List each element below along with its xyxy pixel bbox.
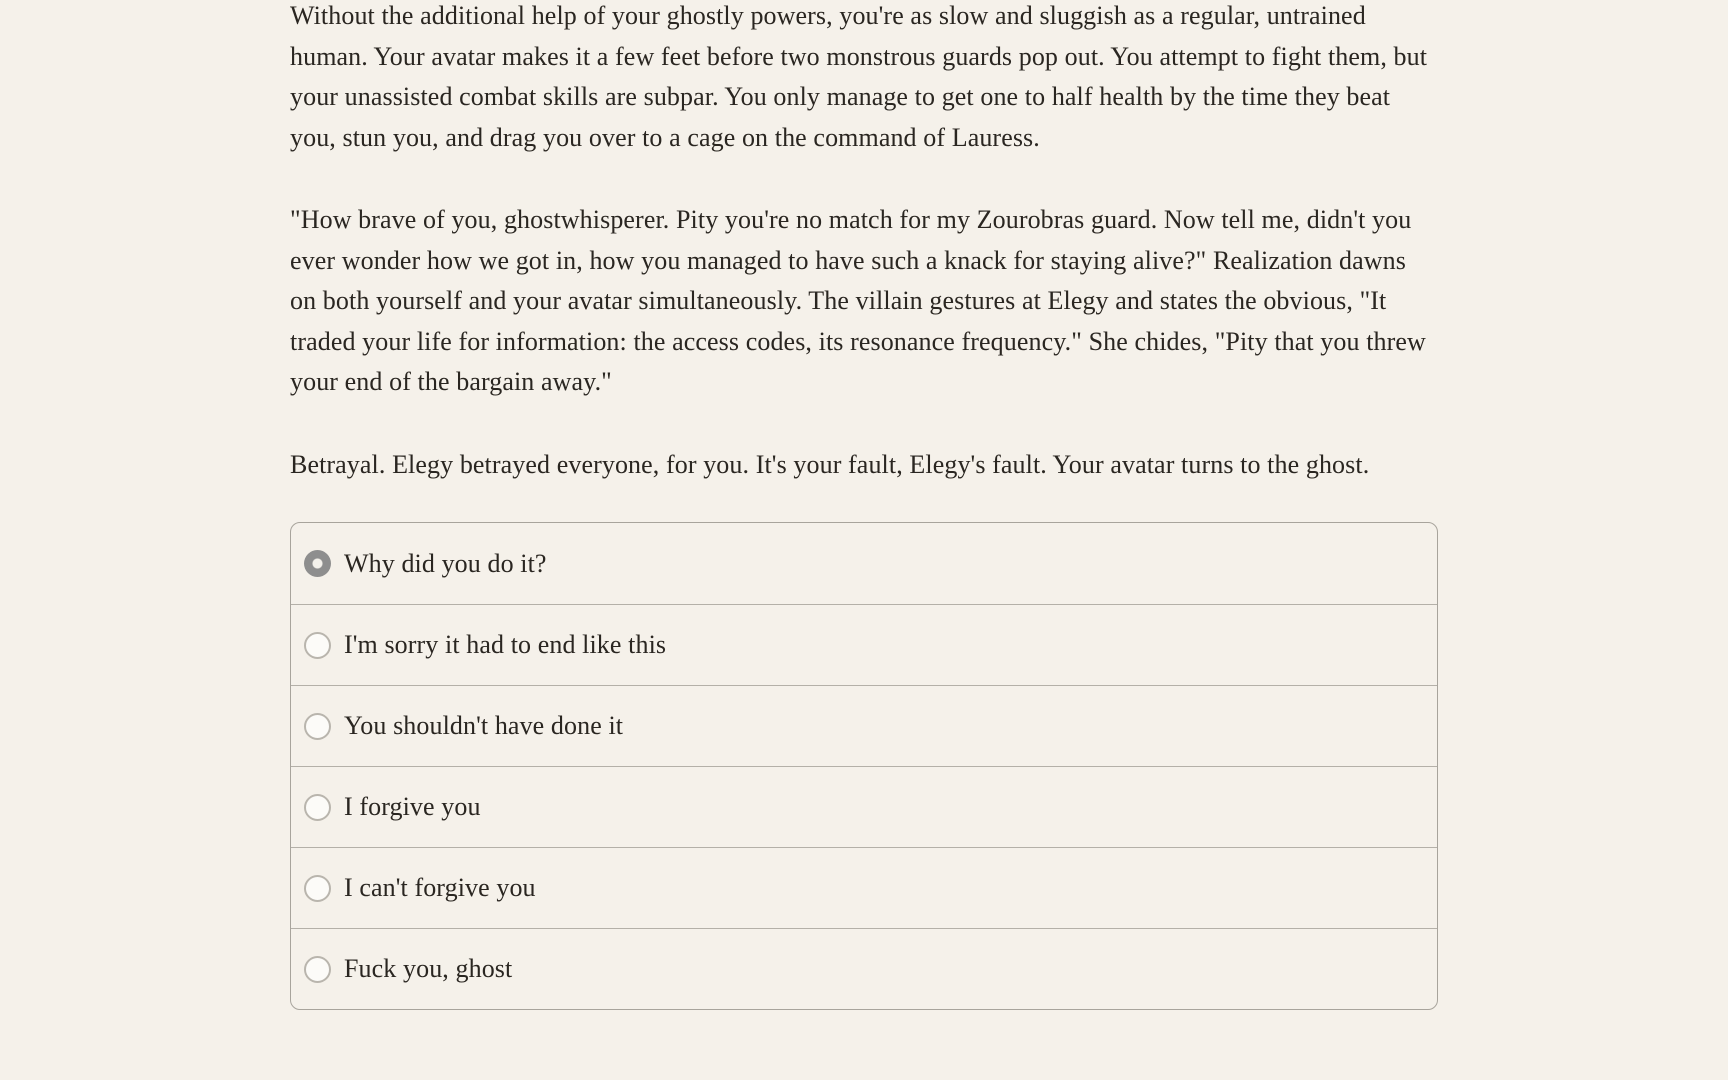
choice-option-i-forgive-you[interactable] [291,766,1437,847]
radio-button-icon[interactable] [304,875,331,902]
choice-label: Fuck you, ghost [344,954,513,983]
choice-option-i-cant-forgive-you[interactable] [291,847,1437,928]
choice-option-why-did-you-do-it[interactable] [291,523,1437,604]
radio-button-icon[interactable] [304,550,331,577]
choice-label: I forgive you [344,792,481,821]
choice-label: I can't forgive you [344,873,536,902]
radio-button-icon[interactable] [304,713,331,740]
choice-option-im-sorry[interactable] [291,604,1437,685]
story-paragraph: "How brave of you, ghostwhisperer. Pity you're no match for my Zourobras guard. Now tell me, didn't you ever wonder how we got in, how you managed to have such a knack for staying alive?" Realization dawns on both yourself and your avatar simultaneously. The villain gestures at Elegy and states the obvious, "It traded your life for information: the access codes, its resonance frequency." She chides, "Pity that you threw your end of the bargain away." [290,205,1426,396]
choice-label: Why did you do it? [344,548,547,578]
story-paragraph: Without the additional help of your ghostly powers, you're as slow and sluggish as a regular, untrained human. Your avatar makes it a few feet before two monstrous guards pop out. You attempt to fight them, but your unassisted combat skills are subpar. You only manage to get one to half health by the time they beat you, stun you, and drag you over to a cage on the command of Lauress. [290,1,1428,152]
radio-button-icon[interactable] [304,956,331,983]
radio-button-icon[interactable] [304,794,331,821]
story-paragraph: Betrayal. Elegy betrayed everyone, for you. It's your fault, Elegy's fault. Your avatar turns to the ghost. [290,449,1370,479]
story-text [290,0,1438,485]
radio-button-icon[interactable] [304,632,331,659]
choice-label: I'm sorry it had to end like this [344,630,667,659]
choice-list [290,522,1438,1010]
story-column [290,0,1438,1010]
choice-option-you-shouldnt-have[interactable] [291,685,1437,766]
choice-label: You shouldn't have done it [344,711,624,740]
choice-option-fuck-you-ghost[interactable] [291,928,1437,1009]
